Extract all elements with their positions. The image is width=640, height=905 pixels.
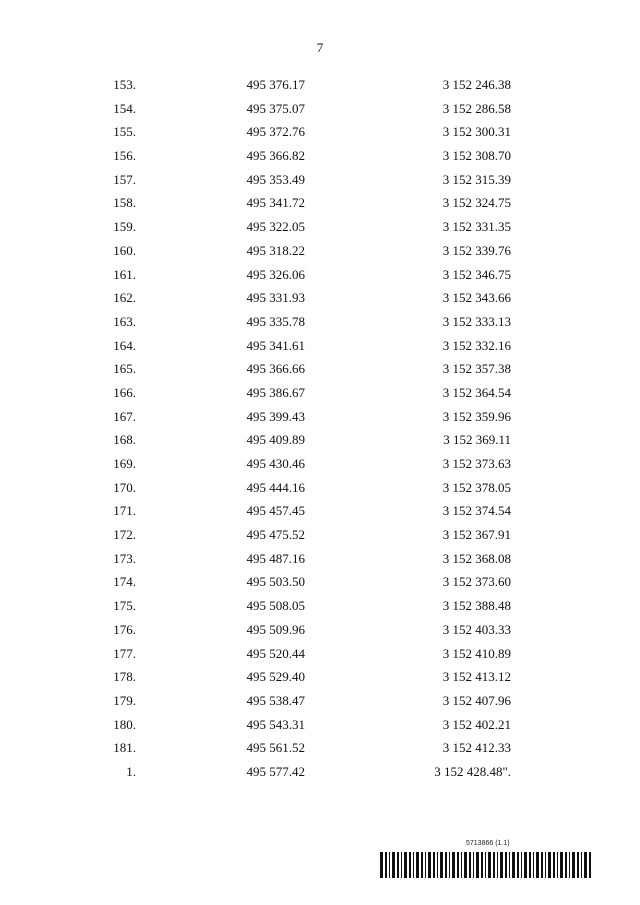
x-coordinate: 495 509.96 bbox=[246, 621, 305, 637]
table-row bbox=[0, 98, 640, 122]
y-coordinate: 3 152 315.39 bbox=[442, 171, 511, 187]
table-row bbox=[0, 524, 640, 548]
point-number: 156. bbox=[113, 148, 136, 164]
point-number: 175. bbox=[113, 598, 136, 614]
table-row bbox=[0, 477, 640, 501]
y-coordinate: 3 152 410.89 bbox=[442, 645, 511, 661]
point-number: 173. bbox=[113, 550, 136, 566]
table-row bbox=[0, 264, 640, 288]
table-row bbox=[0, 761, 640, 785]
x-coordinate: 495 341.72 bbox=[246, 195, 305, 211]
y-coordinate: 3 152 428.48". bbox=[434, 763, 511, 779]
x-coordinate: 495 326.06 bbox=[246, 266, 305, 282]
table-row bbox=[0, 240, 640, 264]
y-coordinate: 3 152 331.35 bbox=[442, 219, 511, 235]
x-coordinate: 495 444.16 bbox=[246, 479, 305, 495]
table-row bbox=[0, 595, 640, 619]
x-coordinate: 495 353.49 bbox=[246, 171, 305, 187]
table-row bbox=[0, 714, 640, 738]
point-number: 155. bbox=[113, 124, 136, 140]
point-number: 172. bbox=[113, 527, 136, 543]
table-row bbox=[0, 666, 640, 690]
point-number: 168. bbox=[113, 432, 136, 448]
x-coordinate: 495 409.89 bbox=[246, 432, 305, 448]
y-coordinate: 3 152 374.54 bbox=[442, 503, 511, 519]
point-number: 171. bbox=[113, 503, 136, 519]
point-number: 174. bbox=[113, 574, 136, 590]
x-coordinate: 495 335.78 bbox=[246, 313, 305, 329]
x-coordinate: 495 457.45 bbox=[246, 503, 305, 519]
table-row bbox=[0, 429, 640, 453]
point-number: 154. bbox=[113, 100, 136, 116]
point-number: 166. bbox=[113, 384, 136, 400]
page-number: 7 bbox=[316, 40, 324, 55]
point-number: 160. bbox=[113, 242, 136, 258]
y-coordinate: 3 152 332.16 bbox=[442, 337, 511, 353]
point-number: 170. bbox=[113, 479, 136, 495]
x-coordinate: 495 376.17 bbox=[246, 77, 305, 92]
table-row bbox=[0, 500, 640, 524]
x-coordinate: 495 399.43 bbox=[246, 408, 305, 424]
y-coordinate: 3 152 368.08 bbox=[442, 550, 511, 566]
point-number: 153. bbox=[113, 77, 136, 92]
y-coordinate: 3 152 308.70 bbox=[442, 148, 511, 164]
y-coordinate: 3 152 373.63 bbox=[442, 456, 511, 471]
barcode-block bbox=[380, 840, 592, 880]
y-coordinate: 3 152 286.58 bbox=[442, 100, 511, 116]
x-coordinate: 495 503.50 bbox=[246, 574, 305, 590]
x-coordinate: 495 366.82 bbox=[246, 148, 305, 164]
y-coordinate: 3 152 333.13 bbox=[442, 313, 511, 329]
table-row bbox=[0, 216, 640, 240]
y-coordinate: 3 152 369.11 bbox=[443, 432, 511, 448]
point-number: 165. bbox=[113, 361, 136, 377]
y-coordinate: 3 152 324.75 bbox=[442, 195, 511, 211]
table-row bbox=[0, 192, 640, 216]
y-coordinate: 3 152 378.05 bbox=[442, 479, 511, 495]
point-number: 176. bbox=[113, 621, 136, 637]
x-coordinate: 495 529.40 bbox=[246, 669, 305, 685]
x-coordinate: 495 520.44 bbox=[246, 645, 305, 661]
point-number: 179. bbox=[113, 692, 136, 708]
table-row bbox=[0, 382, 640, 406]
x-coordinate: 495 487.16 bbox=[246, 550, 305, 566]
table-row bbox=[0, 74, 640, 98]
table-row bbox=[0, 169, 640, 193]
point-number: 158. bbox=[113, 195, 136, 211]
table-row bbox=[0, 548, 640, 572]
x-coordinate: 495 577.42 bbox=[246, 763, 305, 779]
x-coordinate: 495 375.07 bbox=[246, 100, 305, 116]
y-coordinate: 3 152 357.38 bbox=[442, 361, 511, 377]
point-number: 157. bbox=[113, 171, 136, 187]
table-row bbox=[0, 406, 640, 430]
y-coordinate: 3 152 402.21 bbox=[442, 716, 511, 732]
y-coordinate: 3 152 300.31 bbox=[442, 124, 511, 140]
point-number: 162. bbox=[113, 290, 136, 306]
table-row bbox=[0, 619, 640, 643]
x-coordinate: 495 366.66 bbox=[246, 361, 305, 377]
table-row bbox=[0, 287, 640, 311]
table-row bbox=[0, 335, 640, 359]
y-coordinate: 3 152 339.76 bbox=[442, 242, 511, 258]
y-coordinate: 3 152 373.60 bbox=[442, 574, 511, 590]
x-coordinate: 495 543.31 bbox=[246, 716, 305, 732]
table-row bbox=[0, 121, 640, 145]
point-number: 161. bbox=[113, 266, 136, 282]
x-coordinate: 495 331.93 bbox=[246, 290, 305, 306]
x-coordinate: 495 508.05 bbox=[246, 598, 305, 614]
table-row bbox=[0, 358, 640, 382]
y-coordinate: 3 152 367.91 bbox=[442, 527, 511, 543]
y-coordinate: 3 152 364.54 bbox=[442, 384, 511, 400]
point-number: 163. bbox=[113, 313, 136, 329]
x-coordinate: 495 538.47 bbox=[246, 692, 305, 708]
y-coordinate: 3 152 343.66 bbox=[442, 290, 511, 306]
point-number: 164. bbox=[113, 337, 136, 353]
point-number: 169. bbox=[113, 456, 136, 471]
y-coordinate: 3 152 413.12 bbox=[442, 669, 511, 685]
y-coordinate: 3 152 407.96 bbox=[442, 692, 511, 708]
y-coordinate: 3 152 412.33 bbox=[442, 740, 511, 756]
x-coordinate: 495 386.67 bbox=[246, 384, 305, 400]
point-number: 1. bbox=[126, 763, 136, 779]
point-number: 177. bbox=[113, 645, 136, 661]
table-row bbox=[0, 453, 640, 477]
table-row bbox=[0, 145, 640, 169]
point-number: 180. bbox=[113, 716, 136, 732]
point-number: 181. bbox=[113, 740, 136, 756]
x-coordinate: 495 341.61 bbox=[246, 337, 305, 353]
table-row bbox=[0, 737, 640, 761]
point-number: 167. bbox=[113, 408, 136, 424]
x-coordinate: 495 561.52 bbox=[246, 740, 305, 756]
table-row bbox=[0, 643, 640, 667]
point-number: 178. bbox=[113, 669, 136, 685]
x-coordinate: 495 430.46 bbox=[246, 456, 305, 471]
y-coordinate: 3 152 346.75 bbox=[442, 266, 511, 282]
barcode-image bbox=[380, 852, 592, 878]
coordinate-table bbox=[0, 74, 640, 785]
y-coordinate: 3 152 388.48 bbox=[442, 598, 511, 614]
y-coordinate: 3 152 246.38 bbox=[442, 77, 511, 92]
table-row bbox=[0, 311, 640, 335]
y-coordinate: 3 152 359.96 bbox=[442, 408, 511, 424]
x-coordinate: 495 372.76 bbox=[246, 124, 305, 140]
table-row bbox=[0, 571, 640, 595]
barcode-label: 5713866 (1.1) bbox=[466, 840, 510, 847]
table-row bbox=[0, 690, 640, 714]
x-coordinate: 495 322.05 bbox=[246, 219, 305, 235]
y-coordinate: 3 152 403.33 bbox=[442, 621, 511, 637]
x-coordinate: 495 318.22 bbox=[246, 242, 305, 258]
x-coordinate: 495 475.52 bbox=[246, 527, 305, 543]
point-number: 159. bbox=[113, 219, 136, 235]
